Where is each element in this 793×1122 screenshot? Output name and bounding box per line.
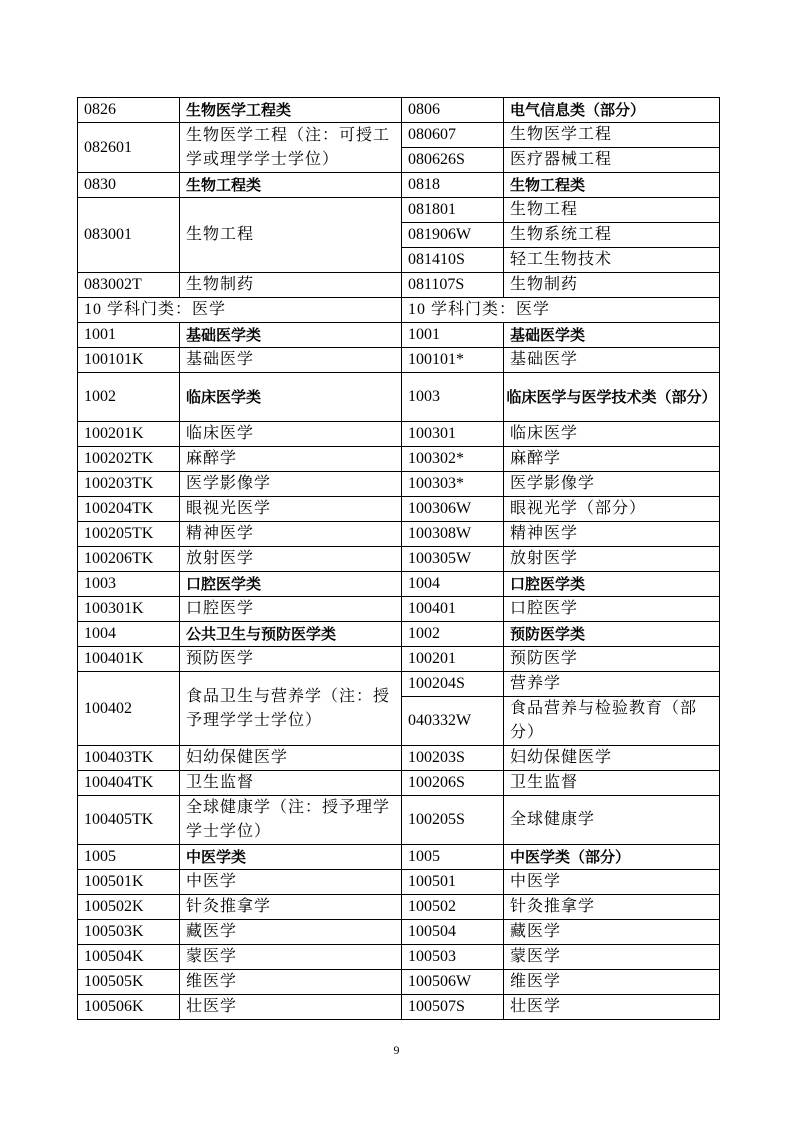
old-code: 100206TK xyxy=(78,547,180,572)
new-major-name: 生物医学工程 xyxy=(504,123,720,148)
new-code: 081107S xyxy=(402,273,504,298)
old-code: 100203TK xyxy=(78,472,180,497)
old-major-name: 壮医学 xyxy=(180,995,402,1020)
new-major-name: 生物工程 xyxy=(504,198,720,223)
new-code: 080626S xyxy=(402,148,504,173)
table-row xyxy=(78,123,720,148)
new-code: 081801 xyxy=(402,198,504,223)
old-major-name: 眼视光医学 xyxy=(180,497,402,522)
old-discipline-header: 10 学科门类：医学 xyxy=(78,298,402,323)
new-code: 100301 xyxy=(402,422,504,447)
major-comparison-table xyxy=(77,97,720,1020)
old-code: 100202TK xyxy=(78,447,180,472)
table-row xyxy=(78,198,720,223)
old-category-name: 生物工程类 xyxy=(180,173,402,198)
new-category-name: 中医学类（部分） xyxy=(504,845,720,870)
new-code: 100507S xyxy=(402,995,504,1020)
old-code: 100301K xyxy=(78,597,180,622)
new-code: 1002 xyxy=(402,622,504,647)
new-code: 100501 xyxy=(402,870,504,895)
old-code: 100503K xyxy=(78,920,180,945)
old-major-name: 医学影像学 xyxy=(180,472,402,497)
old-category-name: 临床医学类 xyxy=(180,373,402,422)
new-code: 1003 xyxy=(402,373,504,422)
new-code: 100506W xyxy=(402,970,504,995)
new-major-name: 临床医学 xyxy=(504,422,720,447)
new-code: 0818 xyxy=(402,173,504,198)
old-major-name: 蒙医学 xyxy=(180,945,402,970)
new-code: 100401 xyxy=(402,597,504,622)
new-major-name: 生物制药 xyxy=(504,273,720,298)
table-row xyxy=(78,597,720,622)
old-category-name: 生物医学工程类 xyxy=(180,98,402,123)
new-code: 100308W xyxy=(402,522,504,547)
new-code: 100206S xyxy=(402,771,504,796)
old-code: 100205TK xyxy=(78,522,180,547)
old-code: 100403TK xyxy=(78,746,180,771)
old-code: 100506K xyxy=(78,995,180,1020)
new-code: 1001 xyxy=(402,323,504,348)
old-code: 1003 xyxy=(78,572,180,597)
table-row xyxy=(78,995,720,1020)
old-major-name: 口腔医学 xyxy=(180,597,402,622)
old-code: 0826 xyxy=(78,98,180,123)
old-major-name: 中医学 xyxy=(180,870,402,895)
new-code: 100502 xyxy=(402,895,504,920)
new-discipline-header: 10 学科门类：医学 xyxy=(402,298,720,323)
new-code: 080607 xyxy=(402,123,504,148)
table-row xyxy=(78,970,720,995)
old-code: 1004 xyxy=(78,622,180,647)
new-major-name: 生物系统工程 xyxy=(504,223,720,248)
new-code: 1005 xyxy=(402,845,504,870)
new-code: 100205S xyxy=(402,796,504,845)
new-code: 100306W xyxy=(402,497,504,522)
old-code: 100401K xyxy=(78,647,180,672)
discipline-header-row xyxy=(78,298,720,323)
old-major-name: 生物制药 xyxy=(180,273,402,298)
table-row xyxy=(78,647,720,672)
new-major-name: 放射医学 xyxy=(504,547,720,572)
new-major-name: 精神医学 xyxy=(504,522,720,547)
table-row xyxy=(78,622,720,647)
table-row xyxy=(78,497,720,522)
old-code: 1005 xyxy=(78,845,180,870)
new-major-name: 蒙医学 xyxy=(504,945,720,970)
new-major-name: 口腔医学 xyxy=(504,597,720,622)
table-row xyxy=(78,870,720,895)
new-category-name: 预防医学类 xyxy=(504,622,720,647)
table-row xyxy=(78,920,720,945)
new-major-name: 麻醉学 xyxy=(504,447,720,472)
table-row xyxy=(78,447,720,472)
table-row xyxy=(78,472,720,497)
new-code: 100303* xyxy=(402,472,504,497)
new-major-name: 眼视光学（部分） xyxy=(504,497,720,522)
old-category-name: 公共卫生与预防医学类 xyxy=(180,622,402,647)
old-code: 100404TK xyxy=(78,771,180,796)
old-category-name: 基础医学类 xyxy=(180,323,402,348)
table-row xyxy=(78,373,720,422)
old-major-name: 生物工程 xyxy=(180,198,402,273)
old-code: 083001 xyxy=(78,198,180,273)
new-code: 0806 xyxy=(402,98,504,123)
old-major-name: 妇幼保健医学 xyxy=(180,746,402,771)
table-row xyxy=(78,422,720,447)
page-number: 9 xyxy=(393,1043,400,1057)
old-major-name: 精神医学 xyxy=(180,522,402,547)
new-major-name: 全球健康学 xyxy=(504,796,720,845)
table-row xyxy=(78,771,720,796)
table-row xyxy=(78,895,720,920)
old-major-name: 藏医学 xyxy=(180,920,402,945)
new-category-name: 基础医学类 xyxy=(504,323,720,348)
new-code: 100504 xyxy=(402,920,504,945)
old-code: 0830 xyxy=(78,173,180,198)
new-major-name: 医学影像学 xyxy=(504,472,720,497)
new-code: 100503 xyxy=(402,945,504,970)
table-row xyxy=(78,348,720,373)
old-code: 1002 xyxy=(78,373,180,422)
new-category-name: 临床医学与医学技术类（部分） xyxy=(504,373,720,422)
old-code: 100402 xyxy=(78,672,180,746)
table-row xyxy=(78,273,720,298)
old-major-name: 临床医学 xyxy=(180,422,402,447)
old-category-name: 中医学类 xyxy=(180,845,402,870)
new-code: 100302* xyxy=(402,447,504,472)
table-row xyxy=(78,547,720,572)
table-row xyxy=(78,173,720,198)
old-major-name: 全球健康学（注：授予理学学士学位） xyxy=(180,796,402,845)
new-major-name: 卫生监督 xyxy=(504,771,720,796)
new-code: 1004 xyxy=(402,572,504,597)
old-major-name: 维医学 xyxy=(180,970,402,995)
new-code: 100203S xyxy=(402,746,504,771)
table-row xyxy=(78,845,720,870)
new-major-name: 妇幼保健医学 xyxy=(504,746,720,771)
new-major-name: 营养学 xyxy=(504,672,720,697)
new-major-name: 基础医学 xyxy=(504,348,720,373)
new-major-name: 中医学 xyxy=(504,870,720,895)
new-code: 081410S xyxy=(402,248,504,273)
table-row xyxy=(78,672,720,697)
table-row xyxy=(78,796,720,845)
old-code: 100505K xyxy=(78,970,180,995)
new-code: 100201 xyxy=(402,647,504,672)
new-major-name: 轻工生物技术 xyxy=(504,248,720,273)
old-code: 100405TK xyxy=(78,796,180,845)
old-code: 100501K xyxy=(78,870,180,895)
old-major-name: 卫生监督 xyxy=(180,771,402,796)
new-major-name: 藏医学 xyxy=(504,920,720,945)
new-code: 040332W xyxy=(402,697,504,746)
old-code: 083002T xyxy=(78,273,180,298)
old-major-name: 生物医学工程（注：可授工学或理学学士学位） xyxy=(180,123,402,173)
old-code: 1001 xyxy=(78,323,180,348)
old-major-name: 基础医学 xyxy=(180,348,402,373)
table-row xyxy=(78,323,720,348)
old-major-name: 预防医学 xyxy=(180,647,402,672)
table-row xyxy=(78,572,720,597)
old-code: 100204TK xyxy=(78,497,180,522)
old-code: 100101K xyxy=(78,348,180,373)
new-major-name: 食品营养与检验教育（部分） xyxy=(504,697,720,746)
table-row xyxy=(78,98,720,123)
new-code: 100101* xyxy=(402,348,504,373)
old-code: 100201K xyxy=(78,422,180,447)
old-major-name: 麻醉学 xyxy=(180,447,402,472)
new-category-name: 生物工程类 xyxy=(504,173,720,198)
table-row xyxy=(78,945,720,970)
old-code: 100504K xyxy=(78,945,180,970)
new-code: 100204S xyxy=(402,672,504,697)
old-major-name: 食品卫生与营养学（注：授予理学学士学位） xyxy=(180,672,402,746)
old-code: 100502K xyxy=(78,895,180,920)
old-category-name: 口腔医学类 xyxy=(180,572,402,597)
new-major-name: 医疗器械工程 xyxy=(504,148,720,173)
old-major-name: 针灸推拿学 xyxy=(180,895,402,920)
table-row xyxy=(78,522,720,547)
table-row xyxy=(78,746,720,771)
old-code: 082601 xyxy=(78,123,180,173)
new-major-name: 针灸推拿学 xyxy=(504,895,720,920)
new-code: 100305W xyxy=(402,547,504,572)
new-category-name: 电气信息类（部分） xyxy=(504,98,720,123)
new-code: 081906W xyxy=(402,223,504,248)
new-major-name: 预防医学 xyxy=(504,647,720,672)
new-major-name: 壮医学 xyxy=(504,995,720,1020)
new-major-name: 维医学 xyxy=(504,970,720,995)
new-category-name: 口腔医学类 xyxy=(504,572,720,597)
old-major-name: 放射医学 xyxy=(180,547,402,572)
